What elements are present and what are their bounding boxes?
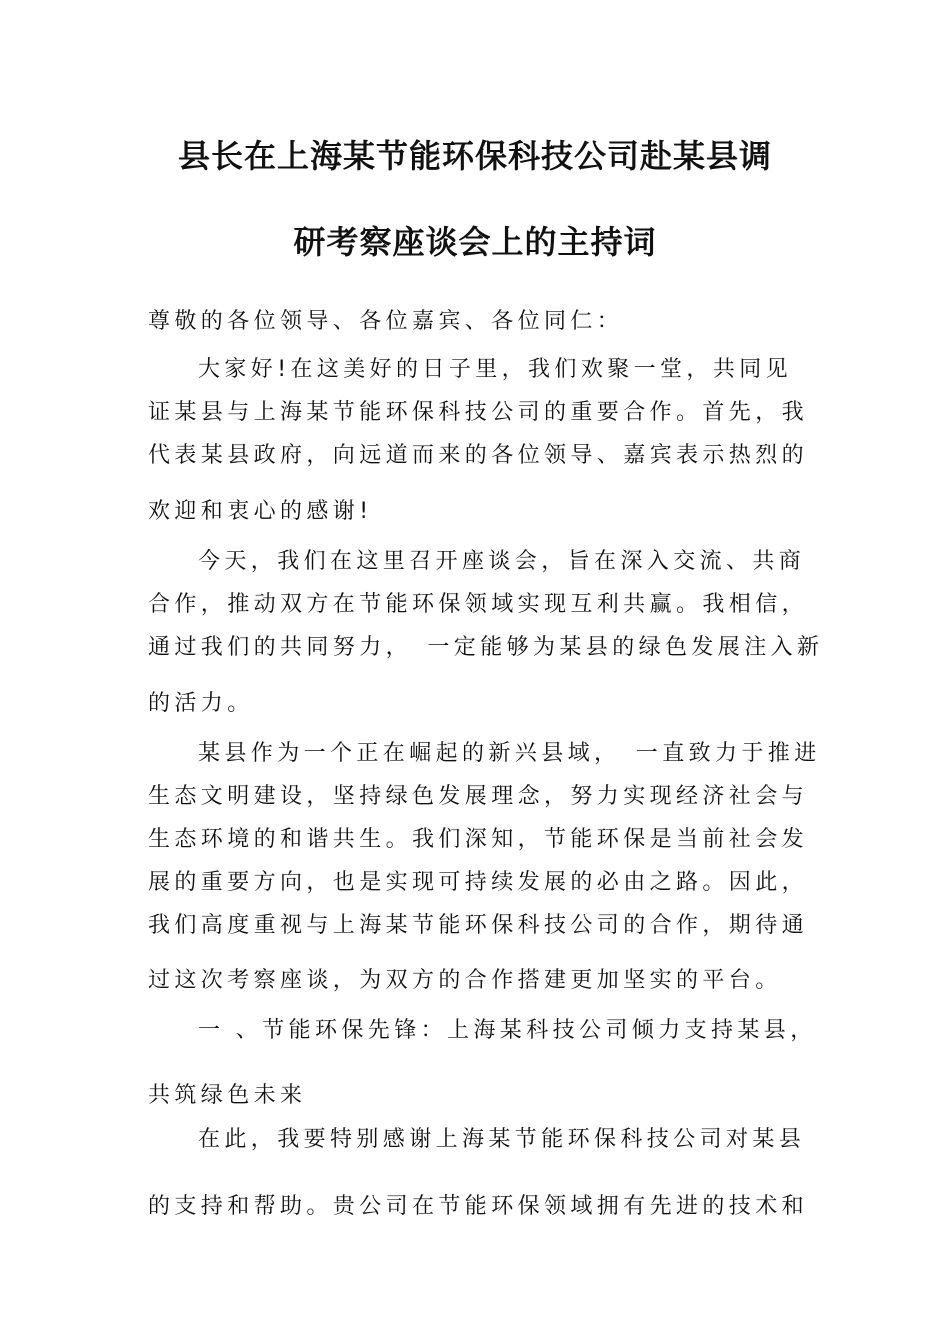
paragraph-line: 的活力。 bbox=[148, 691, 254, 716]
paragraph-line: 生态文明建设，坚持绿色发展理念，努力实现经济社会与 bbox=[148, 784, 809, 809]
paragraph-line: 大家好!在这美好的日子里，我们欢聚一堂，共同见 bbox=[198, 357, 793, 382]
paragraph-line: 欢迎和衷心的感谢! bbox=[148, 499, 373, 524]
paragraph-line: 生态环境的和谐共生。我们深知，节能环保是当前社会发 bbox=[148, 827, 809, 852]
document-title-line-2: 研考察座谈会上的主持词 bbox=[293, 223, 657, 261]
section-heading-line: 共筑绿色未来 bbox=[148, 1083, 307, 1108]
paragraph-line: 我们高度重视与上海某节能环保科技公司的合作，期待通 bbox=[148, 913, 809, 938]
paragraph-line: 展的重要方向，也是实现可持续发展的必由之路。因此， bbox=[148, 870, 809, 895]
paragraph-line: 在此，我要特别感谢上海某节能环保科技公司对某县 bbox=[198, 1127, 806, 1152]
document-title-line-1: 县长在上海某节能环保科技公司赴某县调 bbox=[177, 137, 772, 175]
salutation: 尊敬的各位领导、各位嘉宾、各位同仁： bbox=[148, 309, 624, 334]
paragraph-line: 证某县与上海某节能环保科技公司的重要合作。首先，我 bbox=[148, 400, 809, 425]
paragraph-line: 合作，推动双方在节能环保领域实现互利共赢。我相信， bbox=[148, 592, 809, 617]
paragraph-line: 某县作为一个正在崛起的新兴县域， 一直致力于推进 bbox=[198, 741, 821, 766]
paragraph-line: 的支持和帮助。贵公司在节能环保领域拥有先进的技术和 bbox=[148, 1194, 809, 1219]
paragraph-line: 过这次考察座谈，为双方的合作搭建更加坚实的平台。 bbox=[148, 968, 782, 993]
paragraph-line: 代表某县政府，向远道而来的各位领导、嘉宾表示热烈的 bbox=[148, 443, 809, 468]
section-heading-line: 一 、节能环保先锋：上海某科技公司倾力支持某县， bbox=[198, 1018, 817, 1043]
paragraph-line: 通过我们的共同努力， 一定能够为某县的绿色发展注入新 bbox=[148, 635, 824, 660]
paragraph-line: 今天，我们在这里召开座谈会，旨在深入交流、共商 bbox=[198, 549, 806, 574]
